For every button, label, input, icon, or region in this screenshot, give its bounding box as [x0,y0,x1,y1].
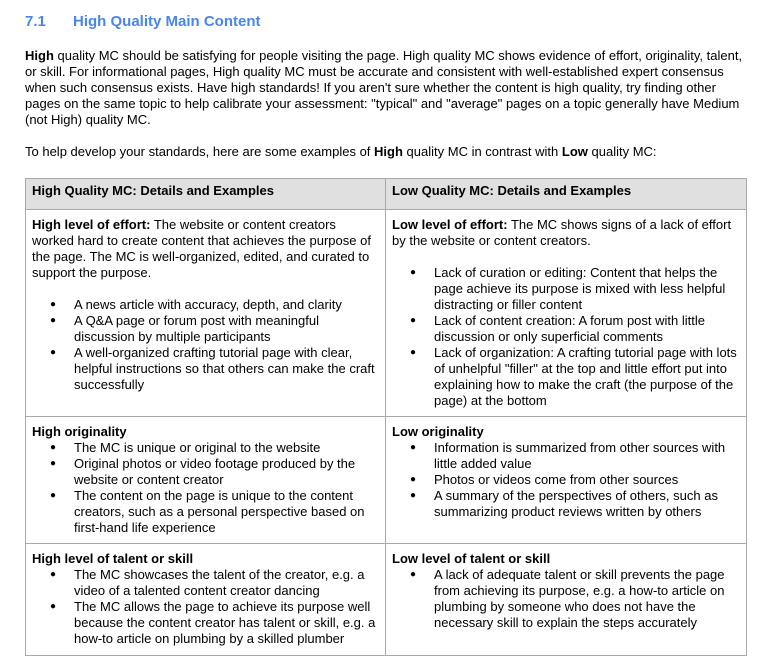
cell-title: Low level of effort: [392,217,508,232]
standards-text-mid: quality MC in contrast with [402,144,562,159]
table-header-row [26,179,747,210]
cell-description: The website or content creators worked hard to create content that achieves the purpose of the page. The MC is well-organized, edited, and curated to support the purpose. [32,217,371,280]
cell-high-originality [26,417,386,544]
standards-bold-high: High [374,144,403,159]
bullet-list [392,440,740,520]
list-item: ● Lack of organization: A crafting tutorial page with lots of unhelpful "filler" at the top and little effort put into explaining how to make the craft (the purpose of the page) at the bottom [434,345,740,409]
list-item: ● Original photos or video footage produced by the website or content creator [74,456,379,488]
bullet-list [392,567,740,631]
list-item: ● The MC is unique or original to the website [74,440,379,456]
header-high-quality: High Quality MC: Details and Examples [26,179,386,210]
cell-low-talent [386,544,747,656]
intro-text: quality MC should be satisfying for people visiting the page. High quality MC shows evidence of effort, originality, talent, or skill. For informational pages, High quality MC must be accurate and consistent with well-established expert consensus when such consensus exists. Have high standards! If you aren't sure whether the content is high quality, try finding other pages on the same topic to help calibrate your assessment: "typical" and "average" pages on a topic generally have Medium (not High) quality MC. [25,48,743,127]
cell-title: High originality [32,424,127,439]
cell-low-originality [386,417,747,544]
cell-high-effort [26,210,386,417]
list-item: ● Photos or videos come from other sources [434,472,740,488]
list-item: ● A summary of the perspectives of others, such as summarizing product reviews written by others [434,488,740,520]
list-item: ● Lack of curation or editing: Content that helps the page achieve its purpose is mixed with less helpful distracting or filler content [434,265,740,313]
intro-bold-lead: High [25,48,54,63]
section-title: High Quality Main Content [73,13,261,30]
cell-description: The MC shows signs of a lack of effort by the website or content creators. [392,217,732,248]
list-item: ● A Q&A page or forum post with meaningful discussion by multiple participants [74,313,379,345]
list-item: ● Information is summarized from other sources with little added value [434,440,740,472]
list-item: ● The MC showcases the talent of the creator, e.g. a video of a talented content creator dancing [74,567,379,599]
table-row-originality [26,417,747,544]
bullet-list [32,440,379,536]
table-row-effort [26,210,747,417]
cell-title: Low originality [392,424,484,439]
bullet-list [32,567,379,647]
standards-text-pre: To help develop your standards, here are some examples of [25,144,375,159]
cell-low-effort [386,210,747,417]
bullet-list [32,297,379,393]
list-item: ● A well-organized crafting tutorial page with clear, helpful instructions so that others can make the craft successfully [74,345,379,393]
cell-title: High level of talent or skill [32,551,194,566]
mc-comparison-table [25,178,747,656]
header-low-quality: Low Quality MC: Details and Examples [386,179,747,210]
standards-paragraph [25,144,745,160]
list-item: ● The content on the page is unique to the content creators, such as a personal perspective based on first-hand life experience [74,488,379,536]
cell-title: Low level of talent or skill [392,551,551,566]
list-item: ● The MC allows the page to achieve its purpose well because the content creator has talent or skill, e.g. a how-to article on plumbing by a skilled plumber [74,599,379,647]
standards-text-post: quality MC: [587,144,657,159]
standards-bold-low: Low [561,144,588,159]
list-item: ● A lack of adequate talent or skill prevents the page from achieving its purpose, e.g. a how-to article on plumbing by someone who does not have the necessary skill to explain the steps accurately [434,567,740,631]
list-item: ● Lack of content creation: A forum post with little discussion or only superficial comments [434,313,740,345]
bullet-list [392,265,740,409]
list-item: ● A news article with accuracy, depth, and clarity [74,297,379,313]
cell-title: High level of effort: [32,217,151,232]
section-number: 7.1 [25,13,46,30]
table-row-talent [26,544,747,656]
section-heading [25,13,261,30]
cell-high-talent [26,544,386,656]
intro-paragraph [25,48,745,128]
